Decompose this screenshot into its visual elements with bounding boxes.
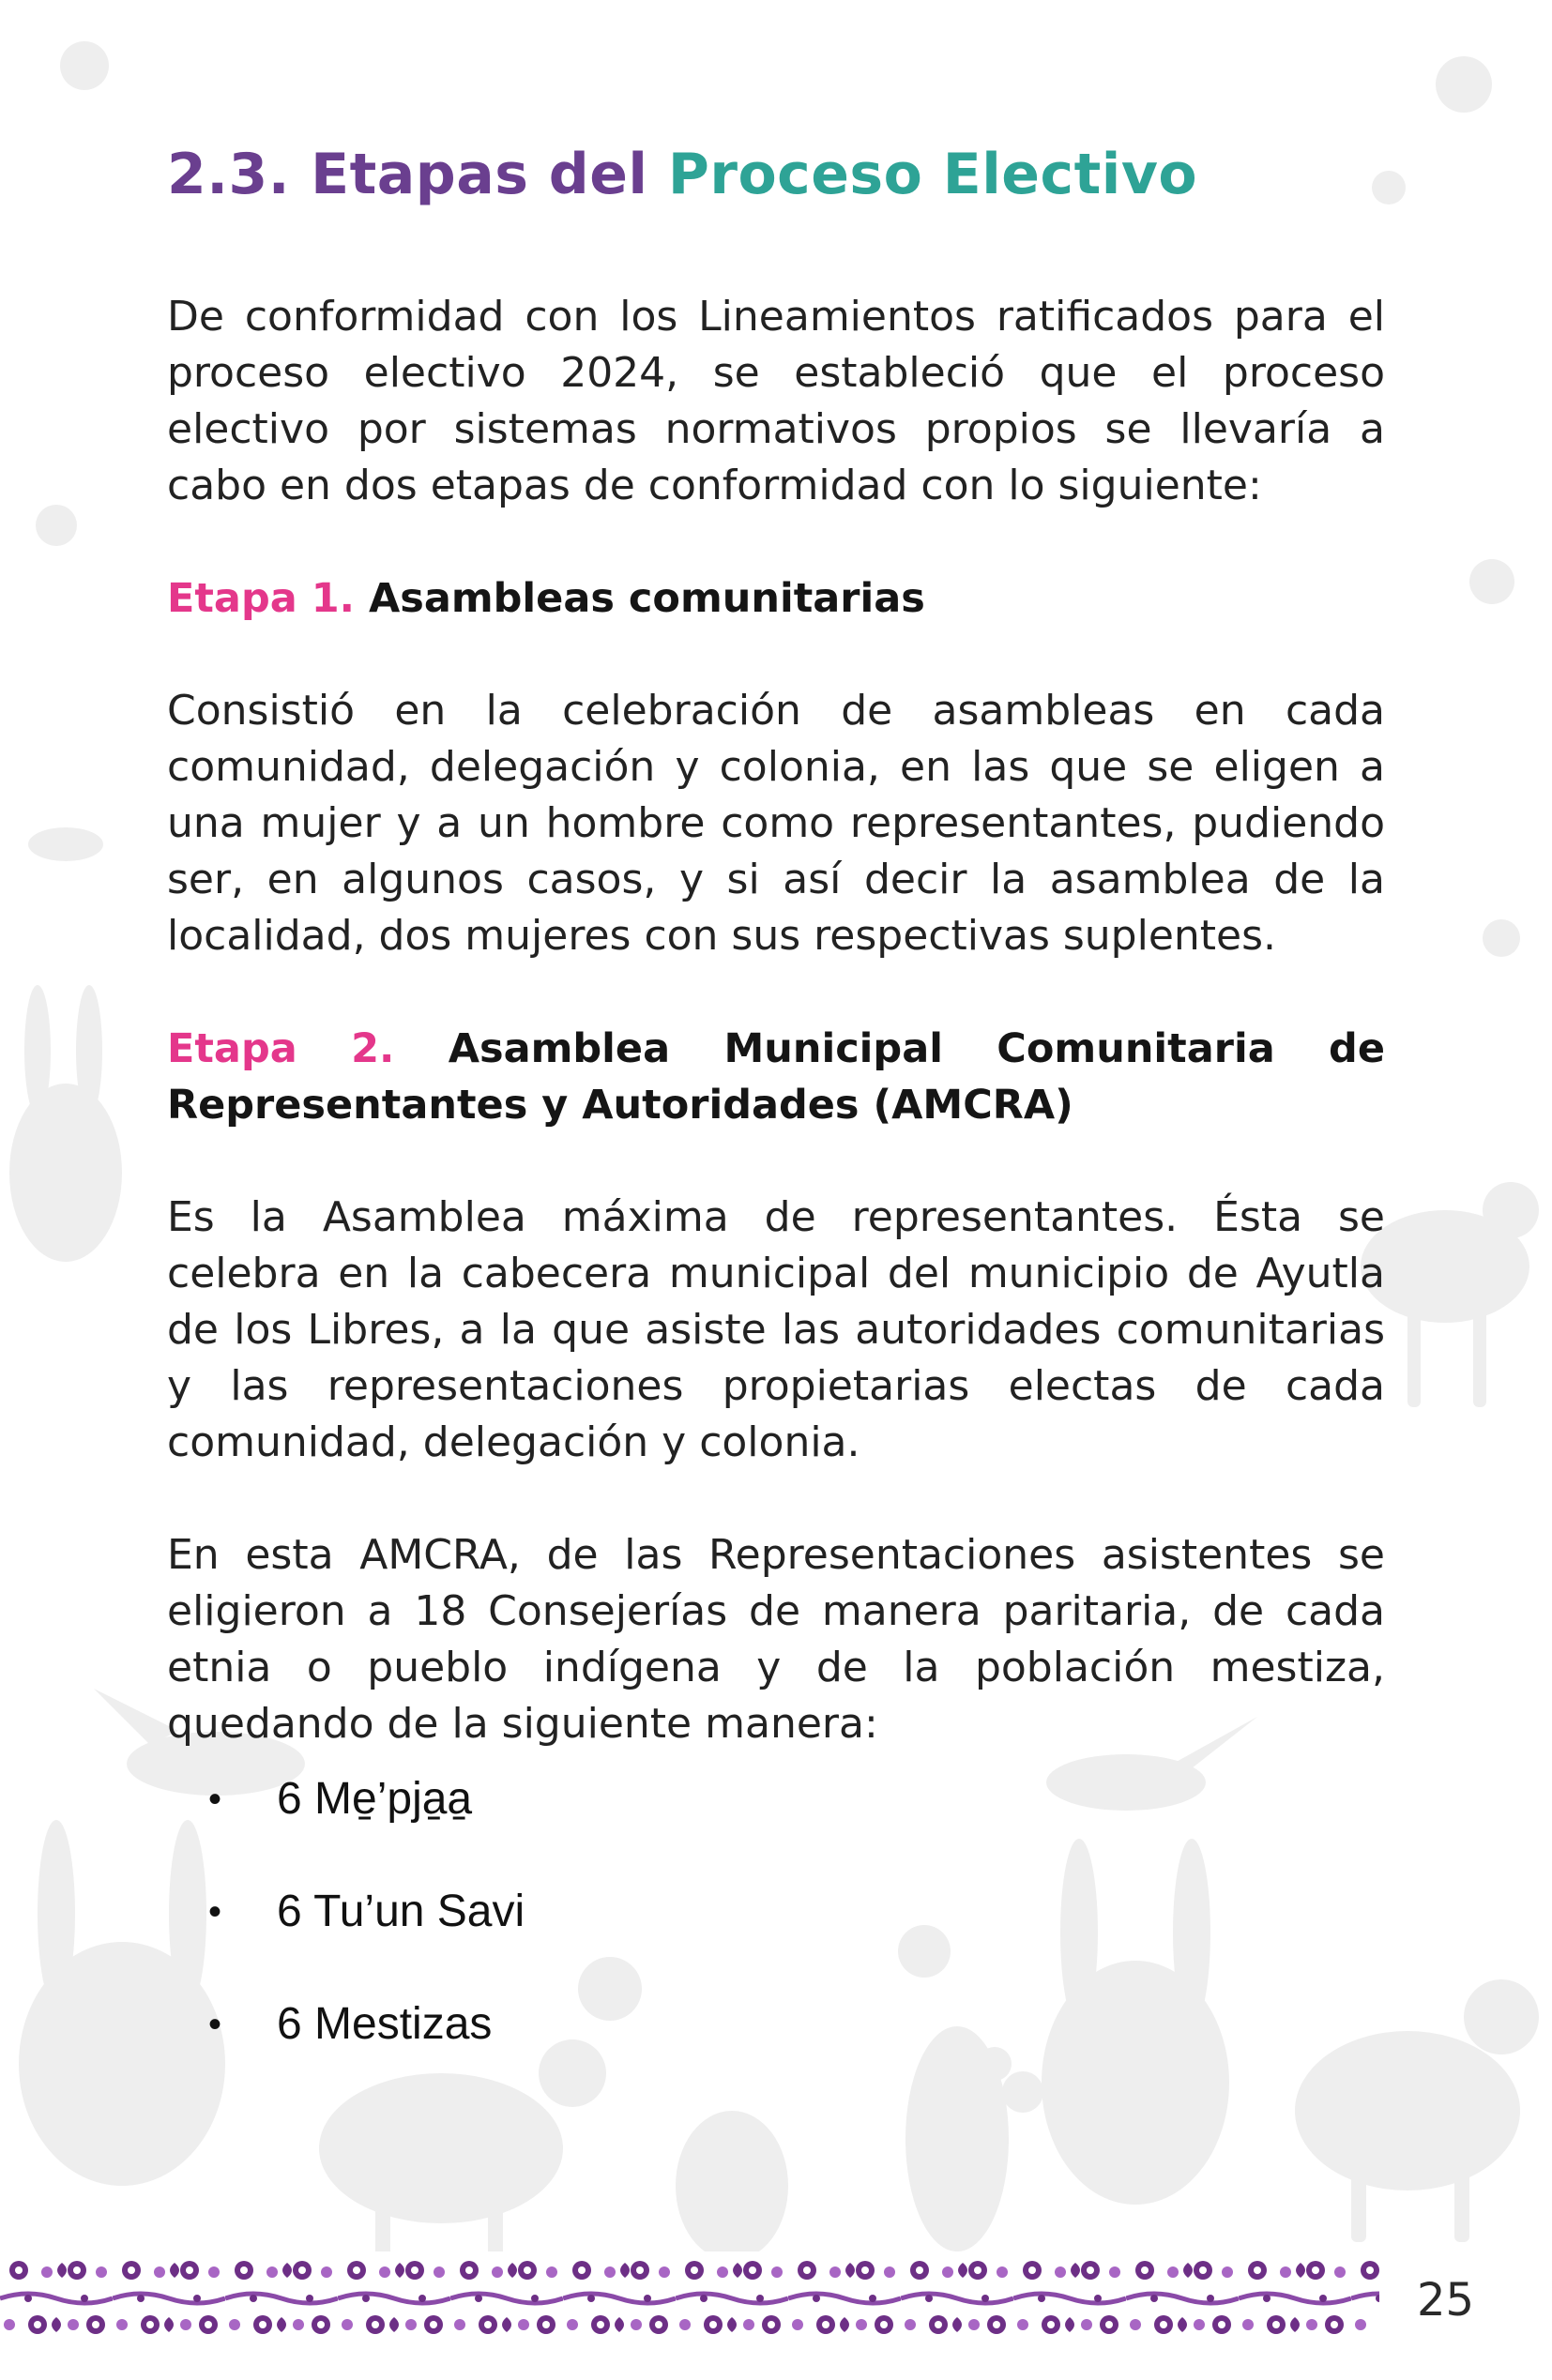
list-item — [167, 1771, 1385, 1827]
list-item — [167, 1884, 1385, 1940]
page-content — [167, 141, 1385, 2109]
page-number: 25 — [1417, 2274, 1475, 2327]
list-item-text: 6 Me̱’pja̱a̱ — [277, 1774, 473, 1824]
section-title — [167, 141, 1385, 208]
stage2-tag: Etapa 2. — [167, 1025, 395, 1072]
stage2-title: Asamblea Municipal Comunitaria de Representantes y Autoridades (AMCRA) — [167, 1025, 1385, 1129]
list-item-text: 6 Tu’un Savi — [277, 1887, 525, 1936]
stage2-paragraph-2: En esta AMCRA, de las Representaciones asistentes se eligieron a 18 Consejerías de manera paritaria, de cada etnia o pueblo indígena y de la población mestiza, quedando de la siguiente manera: — [167, 1531, 1385, 1748]
consejerias-list — [167, 1771, 1385, 2053]
bullet-icon: • — [208, 1779, 222, 1820]
bullet-icon: • — [208, 1891, 222, 1933]
stage2-paragraph-1: Es la Asamblea máxima de representantes. Ésta se celebra en la cabecera municipal del municipio de Ayutla de los Libres, a la que asiste las autoridades comunitarias y las representaciones propietarias electas de cada comunidad, delegación y colonia. — [167, 1193, 1385, 1466]
stage1-paragraph: Consistió en la celebración de asambleas en cada comunidad, delegación y colonia, en las que se eligen a una mujer y a un hombre como representantes, pudiendo ser, en algunos casos, y si así decir la asamblea de la localidad, dos mujeres con sus respectivas suplentes. — [167, 687, 1385, 960]
intro-paragraph: De conformidad con los Lineamientos ratificados para el proceso electivo 2024, se estableció que el proceso electivo por sistemas normativos propios se llevaría a cabo en dos etapas de conformidad con lo siguiente: — [167, 293, 1385, 509]
section-title-part2: Proceso Electivo — [667, 142, 1198, 207]
stage2-heading — [167, 1021, 1385, 1133]
stage1-heading — [167, 570, 1385, 627]
list-item — [167, 1996, 1385, 2053]
section-number: 2.3. — [167, 142, 291, 207]
list-item-text: 6 Mestizas — [277, 1999, 493, 2049]
section-title-part1: Etapas del — [311, 142, 648, 207]
stage1-title: Asambleas comunitarias — [368, 575, 925, 622]
stage1-tag: Etapa 1. — [167, 575, 355, 622]
embroidered-flower-border — [0, 2251, 1379, 2345]
bullet-icon: • — [208, 2004, 222, 2045]
